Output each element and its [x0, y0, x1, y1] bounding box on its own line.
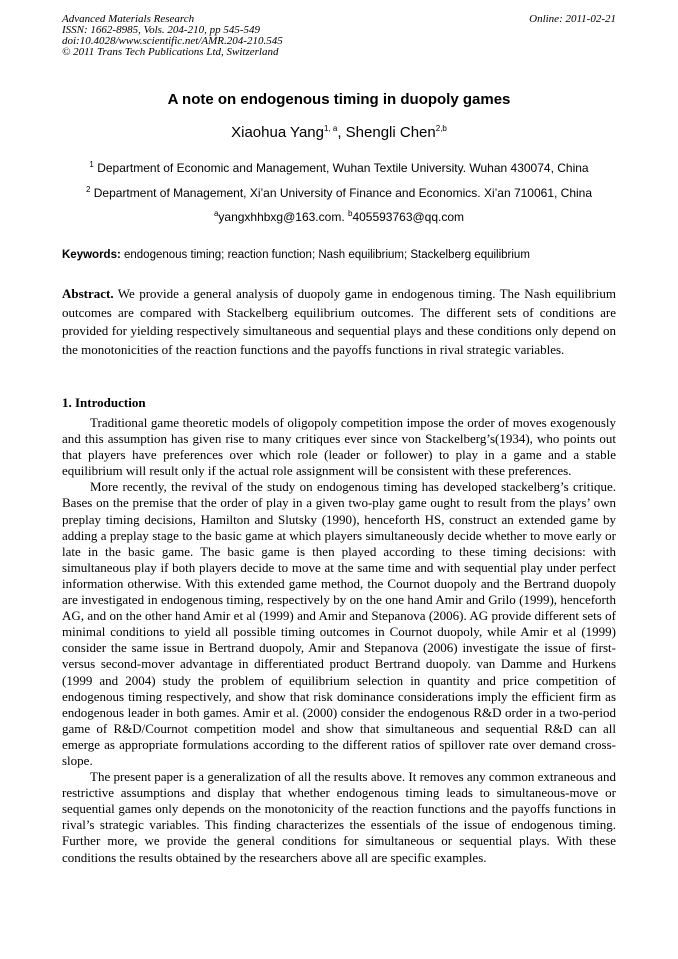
paragraph: Traditional game theoretic models of oligopoly competition impose the order of moves exogenously and this assumption has given rise to many critiques ever since von Stackelberg’s(1934), who points out that players have preferences over which role (leader or follower) to play in a game and a stable equilibrium will result only if the actual role assignment will be consistent with these preferences.: [62, 415, 616, 479]
email-a-superscript: a: [213, 209, 219, 218]
doi-line: doi:10.4028/www.scientific.net/AMR.204-210.545: [62, 35, 283, 47]
affiliation-1: [0, 161, 678, 175]
introduction-body: [62, 415, 616, 866]
journal-name: Advanced Materials Research: [62, 13, 195, 25]
author-separator: ,: [337, 124, 346, 141]
author-1-superscript: 1, a: [323, 124, 338, 133]
email-b: 405593763@qq.com: [352, 210, 465, 224]
paper-title: A note on endogenous timing in duopoly games: [167, 91, 511, 108]
journal-header: [62, 14, 616, 58]
abstract-text: We provide a general analysis of duopoly game in endogenous timing. The Nash equilibrium outcomes are compared with Stackelberg equilibrium outcomes. The different sets of conditions are provided for yielding respectively simultaneous and sequential plays and these conditions only depend on the monotonicities of the reaction functions and the payoffs functions in rival strategic variables.: [62, 286, 616, 357]
author-1-name: Xiaohua Yang: [231, 124, 324, 141]
keywords-text: endogenous timing; reaction function; Nash equilibrium; Stackelberg equilibrium: [120, 249, 530, 261]
keywords-label: Keywords:: [62, 249, 121, 261]
online-date: Online: 2011-02-21: [529, 13, 616, 25]
affiliation-1-number: 1: [89, 160, 94, 169]
author-line: [0, 124, 678, 141]
issn-line: ISSN: 1662-8985, Vols. 204-210, pp 545-549: [62, 24, 260, 36]
keywords: [62, 249, 616, 261]
affiliation-1-text: Department of Economic and Management, Wuhan Textile University. Wuhan 430074, China: [97, 161, 589, 175]
affiliation-2-number: 2: [85, 185, 91, 194]
email-a: yangxhhbxg@163.com.: [218, 210, 348, 224]
paragraph: The present paper is a generalization of all the results above. It removes any common extraneous and restrictive assumptions and display that whether endogenous timing leads to simultaneous-move or sequential games only depends on the monotonicity of the reaction functions and the payoffs functions in rival’s strategic variables. This finding characterizes the essentials of the issue of endogenous timing. Further more, we provide the general conditions for simultaneous or sequential plays. With these conditions the results obtained by the researchers above all are specific examples.: [62, 769, 616, 865]
paragraph: More recently, the revival of the study on endogenous timing has developed stackelberg’s critique. Bases on the premise that the order of play in a given two-play game ought to result from the plays’ own preplay timing decisions, Hamilton and Slutsky (1990), henceforth HS, construct an extended game by adding a preplay stage to the basic game at which players simultaneously decide whether to move early or late in the basic game. The basic game is then played according to these timing decisions: with simultaneous play if both players decide to move at the same time and with sequential play under perfect information otherwise. With this extended game method, the Cournot duopoly and the Bertrand duopoly are investigated in endogenous timing, respectively by on the one hand Amir and Grilo (1999), henceforth AG, and on the other hand Amir et al (1999) and Amir and Stepanova (2006). AG provide different sets of minimal conditions to yield all possible timing outcomes in Cournot duopoly, while Amir et al (1999) consider the same issue in Bertrand duopoly, Amir and Stepanova (2006) investigate the issue of first- versus second-mover advantage in differentiated product Bertrand duopoly. van Damme and Hurkens (1999 and 2004) study the problem of equilibrium selection in quantity and price competition of endogenous timing respectively, and show that risk dominance considerations imply the efficient firm as endogenous leader in both games. Amir et al. (2000) consider the endogenous R&D order in a two-period game of R&D/Cournot competition model and show that simultaneous and sequential R&D can all emerge as appropriate formulations according to the different ratios of spillover rate over demand cross-slope.: [62, 479, 616, 768]
email-line: [0, 210, 678, 224]
affiliation-2-text: Department of Management, Xi’an University of Finance and Economics. Xi’an 710061, China: [93, 186, 593, 200]
email-b-superscript: b: [347, 209, 353, 218]
copyright-line: © 2011 Trans Tech Publications Ltd, Switzerland: [62, 46, 279, 58]
abstract-label: Abstract.: [62, 286, 114, 301]
affiliation-2: [0, 186, 678, 200]
author-2-superscript: 2,b: [435, 124, 447, 133]
author-2-name: Shengli Chen: [345, 124, 436, 141]
abstract: [62, 285, 616, 359]
section-heading-introduction: 1. Introduction: [62, 395, 146, 410]
